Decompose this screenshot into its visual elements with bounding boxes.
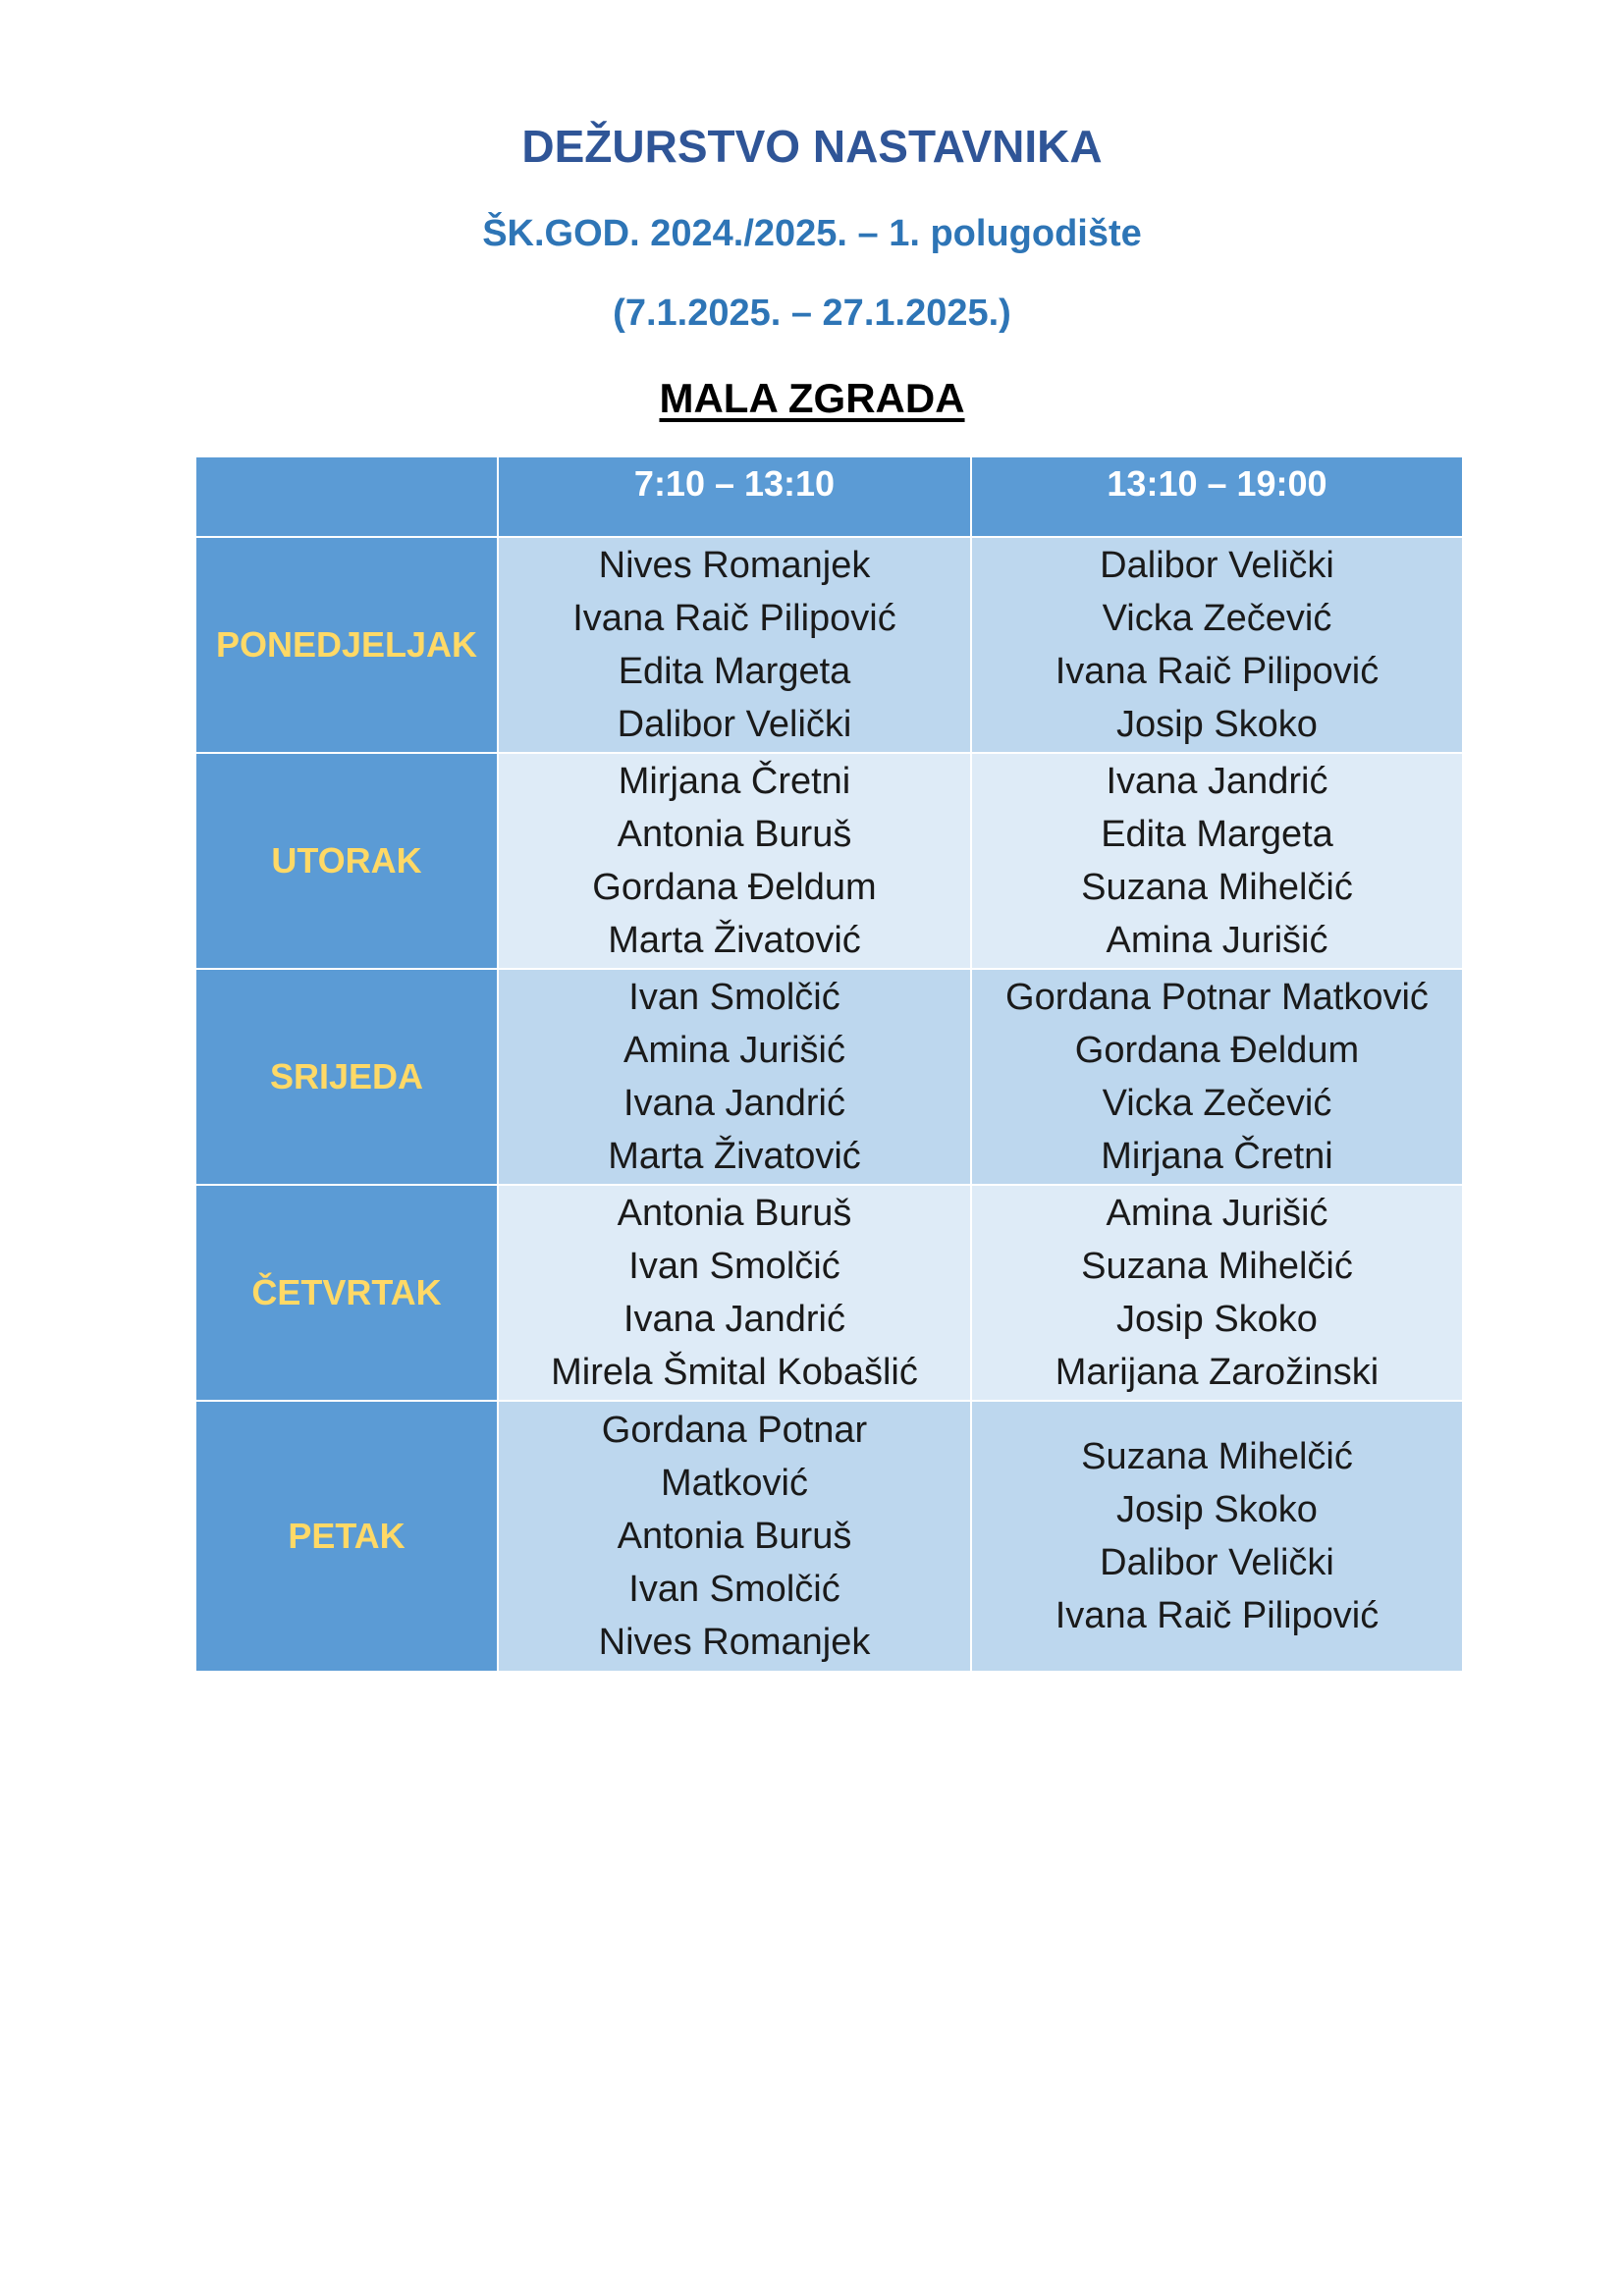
teacher-name: Matković xyxy=(661,1463,808,1504)
duty-cell-afternoon xyxy=(971,753,1463,969)
duty-cell-morning xyxy=(498,537,971,753)
teacher-name: Marijana Zarožinski xyxy=(1055,1352,1380,1393)
school-year-subtitle: ŠK.GOD. 2024./2025. – 1. polugodište xyxy=(482,213,1142,254)
teacher-name: Vicka Zečević xyxy=(1102,598,1332,639)
day-label: PETAK xyxy=(195,1401,498,1672)
teacher-name: Amina Jurišić xyxy=(1106,920,1328,961)
teacher-name: Antonia Buruš xyxy=(617,1193,852,1234)
teacher-name: Mirjana Čretni xyxy=(1101,1136,1333,1177)
teacher-name: Antonia Buruš xyxy=(617,814,852,855)
table-header-row xyxy=(195,456,1463,537)
teacher-name: Dalibor Velički xyxy=(1100,545,1334,586)
teacher-name: Ivana Raič Pilipović xyxy=(1055,1595,1380,1636)
header-shift-afternoon: 13:10 – 19:00 xyxy=(971,456,1463,537)
teacher-name: Ivana Raič Pilipović xyxy=(572,598,896,639)
table-row xyxy=(195,969,1463,1185)
duty-cell-morning xyxy=(498,753,971,969)
duty-cell-afternoon xyxy=(971,1401,1463,1672)
teacher-name: Mirela Šmital Kobašlić xyxy=(551,1352,918,1393)
teacher-name: Josip Skoko xyxy=(1116,1489,1318,1530)
duty-schedule-table xyxy=(194,455,1464,1673)
duty-cell-afternoon xyxy=(971,537,1463,753)
date-period: (7.1.2025. – 27.1.2025.) xyxy=(613,293,1011,334)
teacher-name: Josip Skoko xyxy=(1116,1299,1318,1340)
teacher-name: Ivan Smolčić xyxy=(628,977,840,1018)
teacher-name: Gordana Đeldum xyxy=(592,867,877,908)
teacher-name: Antonia Buruš xyxy=(617,1516,852,1557)
teacher-name: Vicka Zečević xyxy=(1102,1083,1332,1124)
teacher-name: Suzana Mihelčić xyxy=(1081,1246,1353,1287)
header-shift-morning: 7:10 – 13:10 xyxy=(498,456,971,537)
teacher-name: Nives Romanjek xyxy=(598,545,871,586)
teacher-name: Ivana Jandrić xyxy=(1106,761,1328,802)
duty-cell-morning xyxy=(498,969,971,1185)
teacher-name: Josip Skoko xyxy=(1116,704,1318,745)
teacher-name: Ivana Raič Pilipović xyxy=(1055,651,1380,692)
duty-cell-afternoon xyxy=(971,969,1463,1185)
teacher-name: Marta Živatović xyxy=(608,920,861,961)
teacher-name: Dalibor Velički xyxy=(617,704,852,745)
teacher-name: Nives Romanjek xyxy=(598,1622,871,1663)
teacher-name: Amina Jurišić xyxy=(623,1030,845,1071)
teacher-name: Ivan Smolčić xyxy=(628,1569,840,1610)
page-title: DEŽURSTVO NASTAVNIKA xyxy=(521,121,1103,172)
teacher-name: Gordana Potnar Matković xyxy=(1005,977,1429,1018)
day-label: PONEDJELJAK xyxy=(195,537,498,753)
day-label: UTORAK xyxy=(195,753,498,969)
teacher-name: Edita Margeta xyxy=(1101,814,1333,855)
teacher-name: Marta Živatović xyxy=(608,1136,861,1177)
teacher-name: Amina Jurišić xyxy=(1106,1193,1328,1234)
table-row xyxy=(195,1185,1463,1401)
duty-cell-morning xyxy=(498,1185,971,1401)
duty-cell-afternoon xyxy=(971,1185,1463,1401)
table-row xyxy=(195,753,1463,969)
header-corner-cell xyxy=(195,456,498,537)
table-row xyxy=(195,1401,1463,1672)
teacher-name: Edita Margeta xyxy=(618,651,851,692)
table-row xyxy=(195,537,1463,753)
building-heading: MALA ZGRADA xyxy=(659,375,965,421)
teacher-name: Ivan Smolčić xyxy=(628,1246,840,1287)
teacher-name: Gordana Đeldum xyxy=(1074,1030,1360,1071)
day-label: SRIJEDA xyxy=(195,969,498,1185)
day-label: ČETVRTAK xyxy=(195,1185,498,1401)
duty-cell-morning xyxy=(498,1401,971,1672)
teacher-name: Ivana Jandrić xyxy=(623,1083,845,1124)
teacher-name: Gordana Potnar xyxy=(601,1410,868,1451)
teacher-name: Suzana Mihelčić xyxy=(1081,867,1353,908)
teacher-name: Dalibor Velički xyxy=(1100,1542,1334,1583)
teacher-name: Ivana Jandrić xyxy=(623,1299,845,1340)
teacher-name: Suzana Mihelčić xyxy=(1081,1436,1353,1477)
teacher-name: Mirjana Čretni xyxy=(618,761,851,802)
